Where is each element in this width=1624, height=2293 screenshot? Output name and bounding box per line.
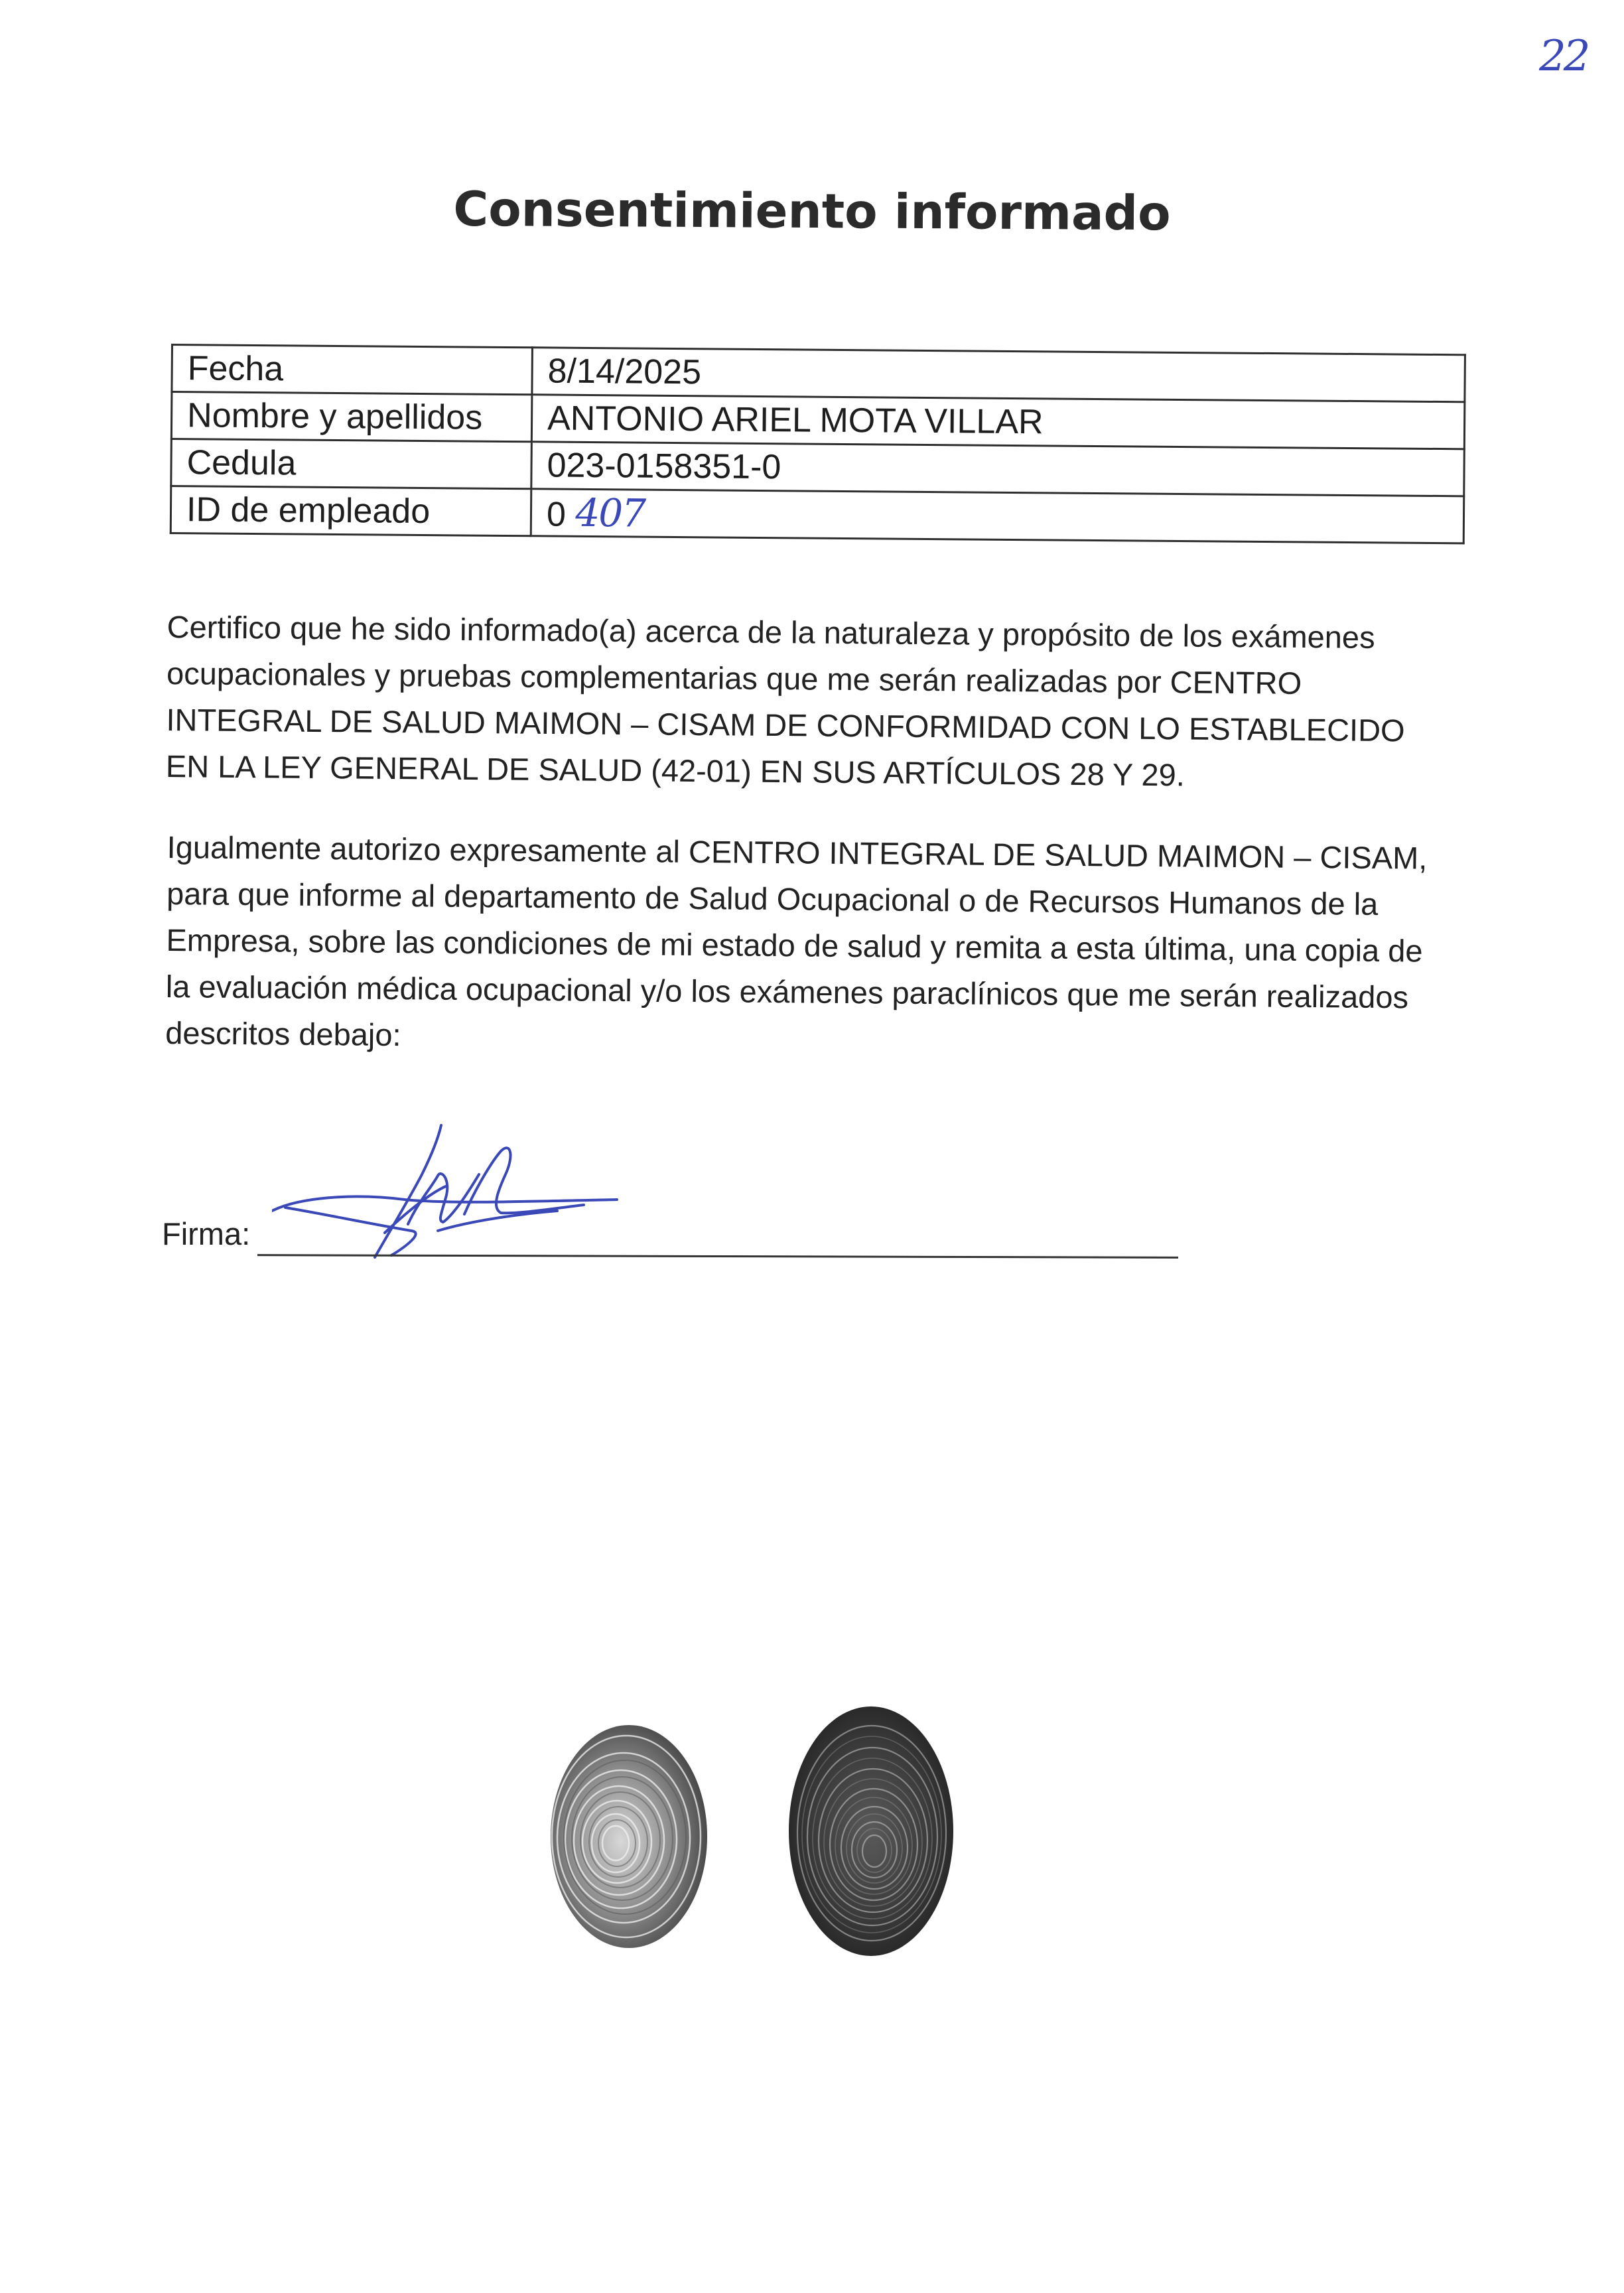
signature-scribble — [272, 1115, 643, 1284]
certification-paragraph: Certifico que he sido informado(a) acerca de la naturaleza y propósito de los exámenes ocupacionales y pruebas complementarias que me serán realizadas por CENTRO INTEGRAL DE SALUD MAIMON – CISAM DE CONFORMIDAD CON LO ESTABLECIDO EN LA LEY GENERAL DE SALUD (42-01) EN SUS ARTÍCULOS 28 Y 29. — [165, 608, 1405, 793]
id-empleado-handwritten: 407 — [575, 490, 645, 536]
page-number-annotation: 22 — [1539, 32, 1588, 81]
id-empleado-value — [531, 489, 1464, 543]
fecha-value: 8/14/2025 — [532, 348, 1465, 402]
document-title: Consentimiento informado — [453, 180, 1171, 242]
cedula-label: Cedula — [171, 439, 532, 489]
nombre-value: ANTONIO ARIEL MOTA VILLAR — [531, 395, 1465, 449]
fecha-label: Fecha — [172, 345, 533, 395]
firma-label: Firma: — [162, 1216, 251, 1251]
cedula-value: 023-0158351-0 — [531, 442, 1465, 496]
left-fingerprint — [543, 1717, 715, 1959]
id-empleado-printed: 0 — [546, 495, 567, 534]
authorization-paragraph: Igualmente autorizo expresamente al CENTRO INTEGRAL DE SALUD MAIMON – CISAM, para que informe al departamento de Salud Ocupacional o de Recursos Humanos de la Empresa, sobre las condiciones de mi estado de salud y remita a esta última, una copia de la evaluación médica ocupacional y/o los exámenes paraclínicos que me serán realizados descritos debajo: — [165, 829, 1428, 1053]
right-fingerprint — [781, 1699, 961, 1967]
info-table — [170, 344, 1466, 544]
nombre-label: Nombre y apellidos — [171, 392, 532, 442]
table-row-id-empleado — [170, 486, 1463, 543]
id-empleado-label: ID de empleado — [170, 486, 531, 536]
